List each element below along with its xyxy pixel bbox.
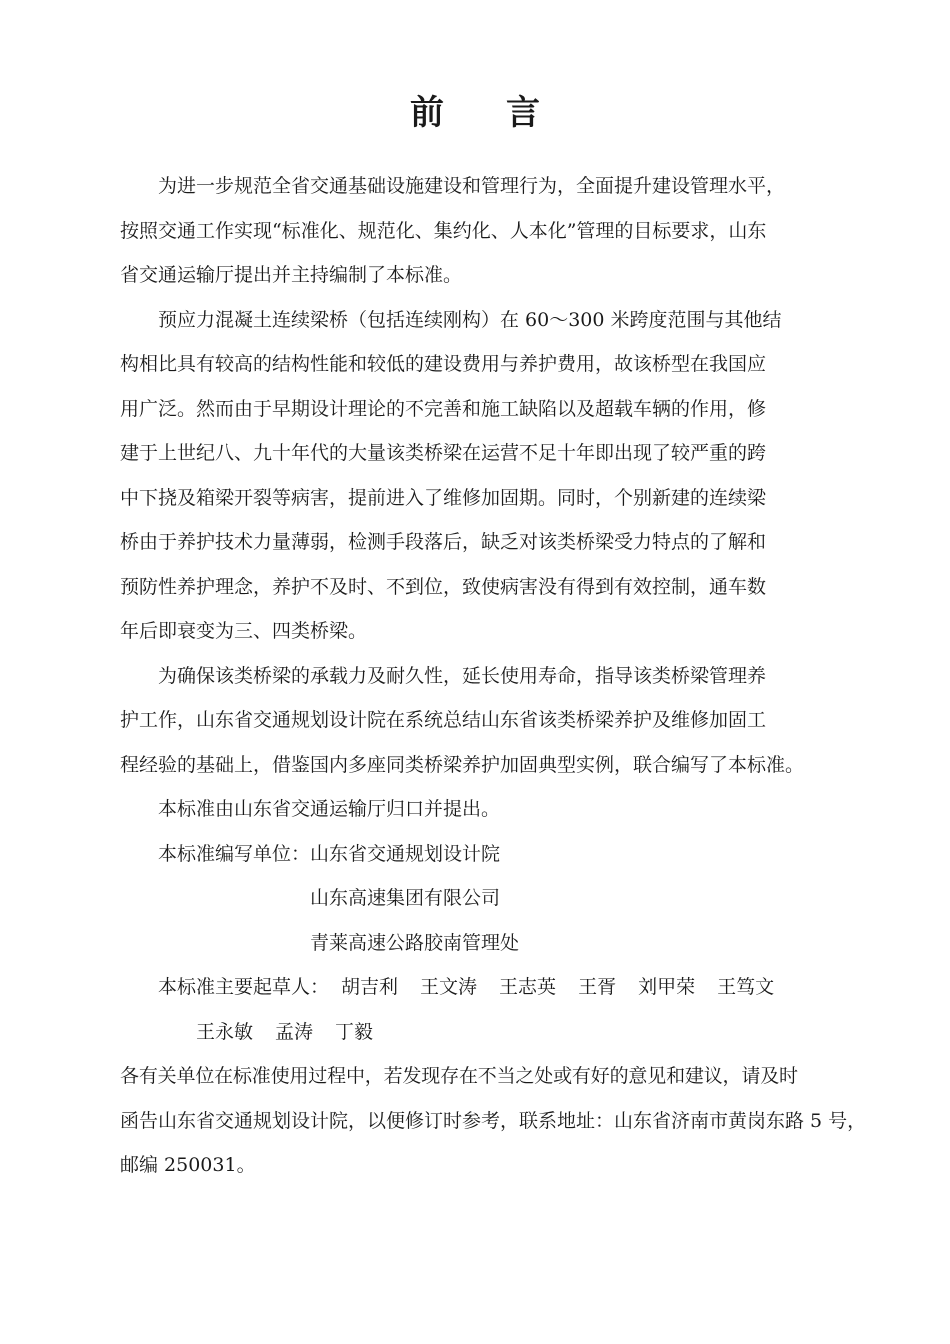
drafting-unit-2: 山东高速集团有限公司 — [310, 887, 501, 909]
paragraph-2-line-4: 建于上世纪八、九十年代的大量该类桥梁在运营不足十年即出现了较严重的跨 — [120, 442, 767, 464]
title-char-2: 言 — [506, 93, 540, 133]
drafters-label: 本标准主要起草人： — [158, 976, 330, 998]
paragraph-5 — [120, 1054, 867, 1188]
paragraph-2-line-3: 用广泛。然而由于早期设计理论的不完善和施工缺陷以及超载车辆的作用，修 — [120, 397, 767, 420]
drafters — [120, 965, 842, 1054]
drafter-name: 胡吉利 — [341, 976, 399, 998]
page-title — [0, 88, 950, 138]
paragraph-3-line-3: 程经验的基础上，借鉴国内多座同类桥梁养护加固典型实例，联合编写了本标准。 — [120, 753, 805, 776]
drafting-units-label: 本标准编写单位： — [158, 842, 311, 865]
paragraph-4: 本标准由山东省交通运输厅归口并提出。 — [158, 798, 501, 820]
paragraph-5-line-2: 函告山东省交通规划设计院，以便修订时参考，联系地址：山东省济南市黄岗东路 5 号， — [120, 1109, 867, 1132]
paragraph-2-line-5: 中下挠及箱梁开裂等病害，提前进入了维修加固期。同时，个别新建的连续梁 — [120, 486, 767, 509]
drafter-name: 王笃文 — [717, 976, 775, 998]
drafter-name: 丁毅 — [335, 1020, 374, 1043]
paragraph-2-line-2: 构相比具有较高的结构性能和较低的建设费用与养护费用，故该桥型在我国应 — [120, 353, 767, 375]
drafter-name: 王志英 — [499, 976, 557, 998]
drafters-row-1 — [120, 965, 842, 1010]
drafter-name: 刘甲荣 — [638, 976, 696, 998]
drafting-unit-3: 青莱高速公路胶南管理处 — [310, 931, 520, 954]
paragraph-2 — [120, 298, 842, 654]
drafting-units — [120, 832, 842, 966]
paragraph-2-line-1: 预应力混凝土连续梁桥（包括连续刚构）在 60～300 米跨度范围与其他结 — [158, 308, 782, 331]
document-body — [120, 164, 867, 1188]
drafter-name: 孟涛 — [275, 1020, 314, 1043]
paragraph-2-line-7: 预防性养护理念，养护不及时、不到位，致使病害没有得到有效控制，通车数 — [120, 575, 767, 598]
paragraph-3 — [120, 654, 842, 788]
paragraph-5-line-1: 各有关单位在标准使用过程中，若发现存在不当之处或有好的意见和建议，请及时 — [120, 1065, 798, 1087]
drafter-name: 王胥 — [578, 976, 617, 998]
paragraph-3-line-2: 护工作，山东省交通规划设计院在系统总结山东省该类桥梁养护及维修加固工 — [120, 709, 767, 731]
paragraph-1 — [120, 164, 842, 298]
paragraph-2-line-8: 年后即衰变为三、四类桥梁。 — [120, 620, 368, 642]
paragraph-1-line-3: 省交通运输厅提出并主持编制了本标准。 — [120, 264, 463, 286]
drafter-name: 王文涛 — [420, 976, 478, 998]
title-char-1: 前 — [410, 93, 444, 133]
drafting-unit-1: 山东省交通规划设计院 — [310, 842, 501, 865]
drafters-row-2 — [120, 1010, 842, 1055]
paragraph-5-line-3: 邮编 250031。 — [120, 1154, 256, 1176]
paragraph-1-line-2: 按照交通工作实现“标准化、规范化、集约化、人本化”管理的目标要求，山东 — [120, 219, 767, 242]
drafter-name: 王永敏 — [196, 1020, 254, 1043]
paragraph-1-line-1: 为进一步规范全省交通基础设施建设和管理行为，全面提升建设管理水平， — [158, 175, 786, 197]
paragraph-3-line-1: 为确保该类桥梁的承载力及耐久性，延长使用寿命，指导该类桥梁管理养 — [158, 664, 767, 687]
drafting-units-row-1 — [120, 832, 842, 877]
paragraph-2-line-6: 桥由于养护技术力量薄弱，检测手段落后，缺乏对该类桥梁受力特点的了解和 — [120, 531, 767, 553]
